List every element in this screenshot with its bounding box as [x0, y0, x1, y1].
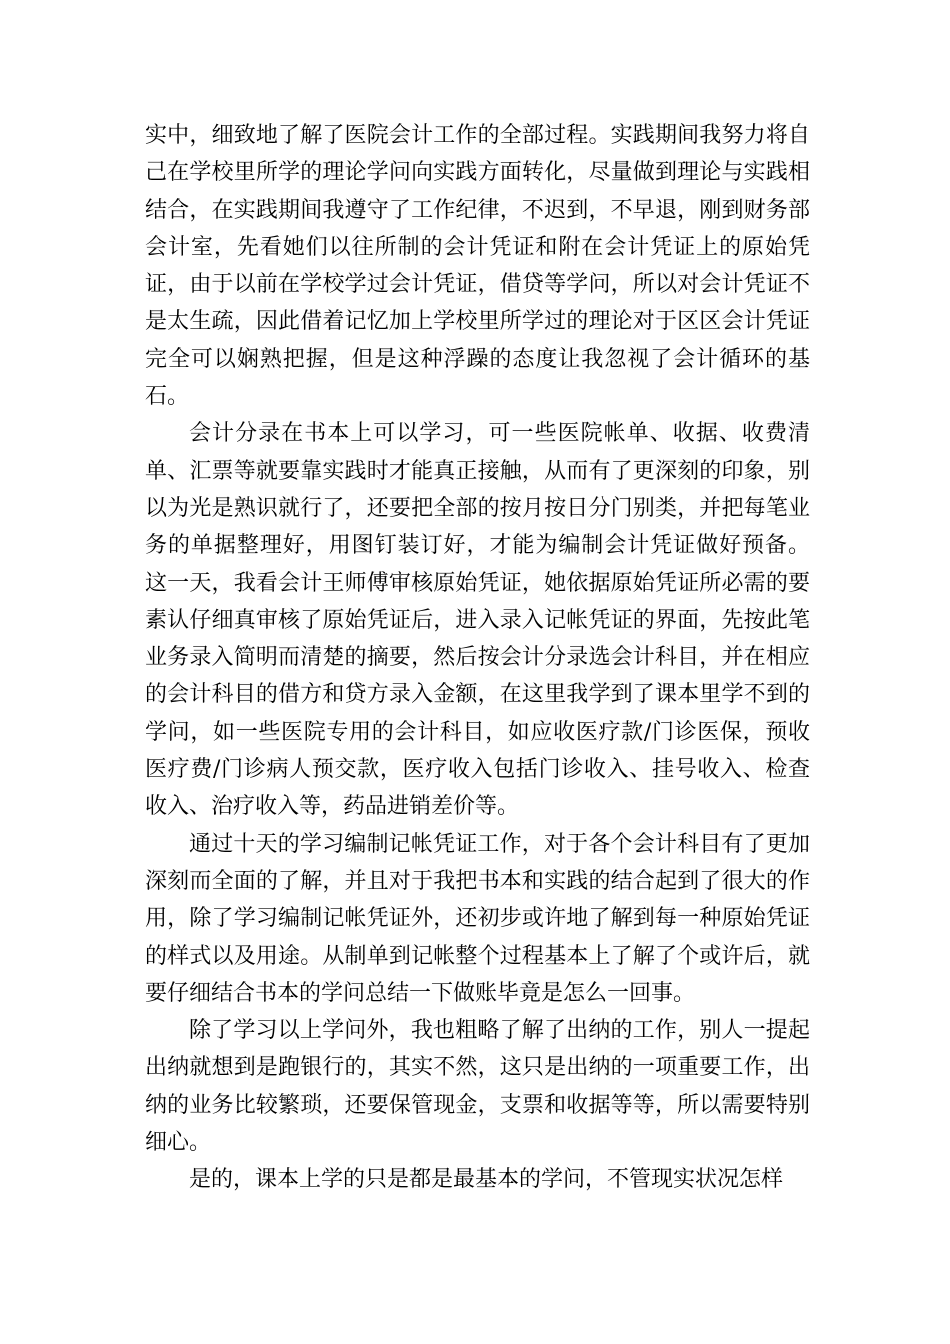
paragraph-4: 除了学习以上学问外，我也粗略了解了出纳的工作，别人一提起出纳就想到是跑银行的，其实不然，这只是出纳的一项重要工作，出纳的业务比较繁琐，还要保管现金，支票和收据等等，所以需要特别细心。	[145, 1018, 810, 1156]
document-body	[145, 117, 810, 1199]
paragraph-3: 通过十天的学习编制记帐凭证工作，对于各个会计科目有了更加深刻而全面的了解，并且对于我把书本和实践的结合起到了很大的作用，除了学习编制记帐凭证外，还初步或许地了解到每一种原始凭证的样式以及用途。从制单到记帐整个过程基本上了解了个或许后，就要仔细结合书本的学问总结一下做账毕竟是怎么一回事。	[145, 831, 810, 1006]
paragraph-2: 会计分录在书本上可以学习，可一些医院帐单、收据、收费清单、汇票等就要靠实践时才能真正接触，从而有了更深刻的印象，别以为光是熟识就行了，还要把全部的按月按日分门别类，并把每笔业务的单据整理好，用图钉装订好，才能为编制会计凭证做好预备。 这一天，我看会计王师傅审核原始凭证，她依据原始凭证所必需的要素认仔细真审核了原始凭证后，进入录入记帐凭证的界面，先按此笔业务录入简明而清楚的摘要，然后按会计分录选会计科目，并在相应的会计科目的借方和贷方录入金额，在这里我学到了课本里学不到的学问，如一些医院专用的会计科目，如应收医疗款/门诊医保，预收医疗费/门诊病人预交款，医疗收入包括门诊收入、挂号收入、检查收入、治疗收入等，药品进销差价等。	[145, 421, 810, 820]
paragraph-1: 实中，细致地了解了医院会计工作的全部过程。实践期间我努力将自己在学校里所学的理论学问向实践方面转化，尽量做到理论与实践相结合，在实践期间我遵守了工作纪律，不迟到，不早退，刚到财务部会计室，先看她们以往所制的会计凭证和附在会计凭证上的原始凭证，由于以前在学校学过会计凭证，借贷等学问，所以对会计凭证不是太生疏，因此借着记忆加上学校里所学过的理论对于区区会计凭证完全可以娴熟把握，但是这种浮躁的态度让我忽视了会计循环的基石。	[145, 123, 810, 410]
paragraph-5: 是的，课本上学的只是都是最基本的学问，不管现实状况怎样	[189, 1167, 784, 1193]
